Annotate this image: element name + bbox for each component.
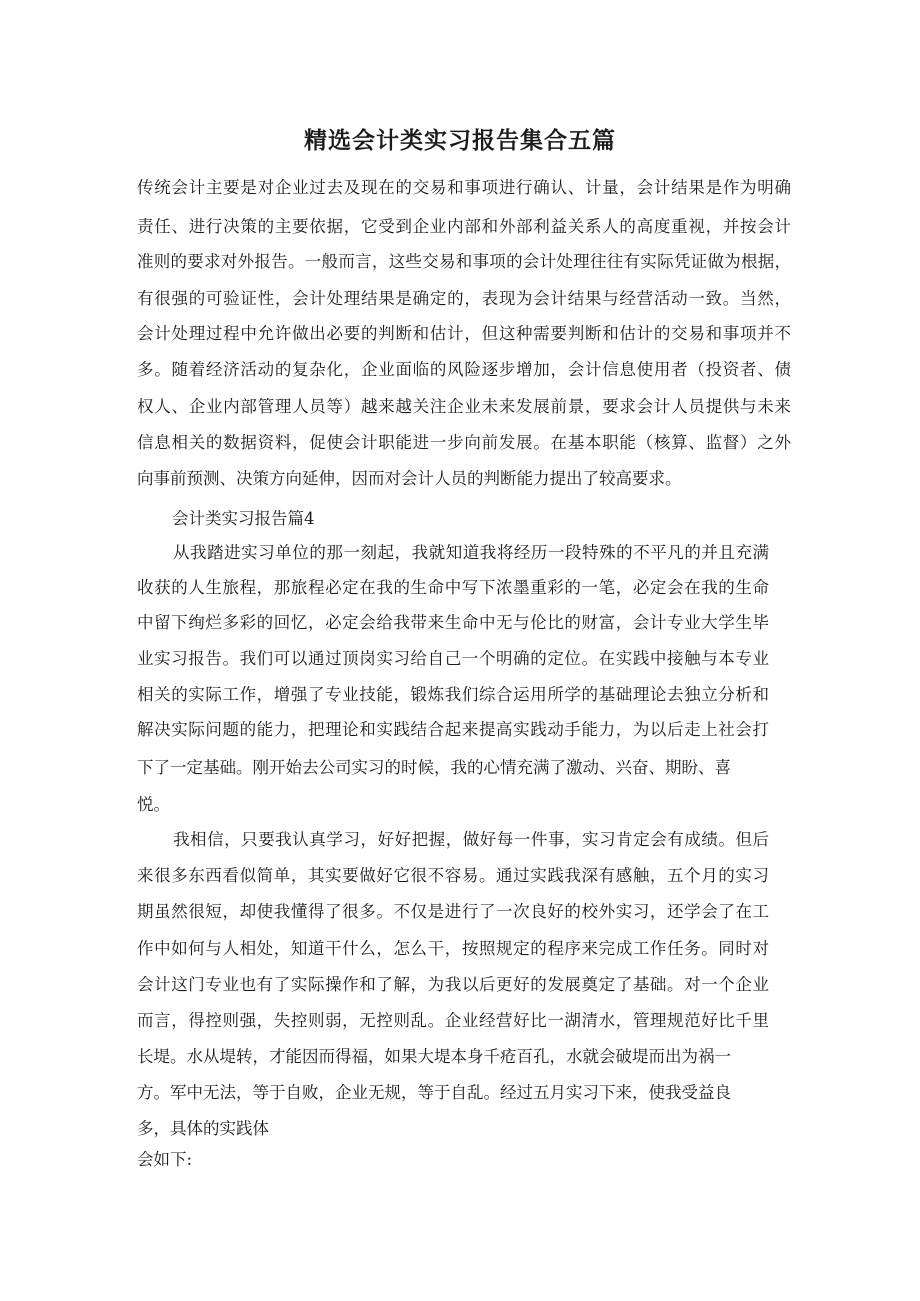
text-line: 向事前预测、决策方向延伸，因而对会计人员的判断能力提出了较高要求。 [137, 469, 682, 488]
text-line: 收获的人生旅程，那旅程必定在我的生命中写下浓墨重彩的一笔，必定会在我的生命 [137, 578, 769, 597]
text-line: 期虽然很短，却使我懂得了很多。不仅是进行了一次良好的校外实习，还学会了在工 [137, 902, 769, 921]
text-line: 多。随着经济活动的复杂化，企业面临的风险逐步增加，会计信息使用者（投资者、债 [137, 360, 791, 379]
text-line: 会计处理过程中允许做出必要的判断和估计，但这种需要判断和估计的交易和事项并不 [137, 324, 791, 343]
text-line: 下了一定基础。刚开始去公司实习的时候，我的心情充满了激动、兴奋、期盼、喜 [137, 758, 731, 777]
page-title: 精选会计类实习报告集合五篇 [304, 128, 616, 154]
text-line: 作中如何与人相处，知道干什么，怎么干，按照规定的程序来完成工作任务。同时对 [137, 939, 769, 958]
text-line: 会如下: [137, 1150, 193, 1169]
text-line: 从我踏进实习单位的那一刻起，我就知道我将经历一段特殊的不平凡的并且充满 [173, 543, 769, 562]
text-line: 方。军中无法，等于自败，企业无规，等于自乱。经过五月实习下来，使我受益良 [137, 1083, 731, 1102]
text-line: 责任、进行决策的主要依据，它受到企业内部和外部利益关系人的高度重视，并按会计 [137, 217, 791, 236]
text-line: 信息相关的数据资料，促使会计职能进一步向前发展。在基本职能（核算、监督）之外 [137, 433, 791, 452]
text-line: 而言，得控则强，失控则弱，无控则乱。企业经营好比一湖清水，管理规范好比千里 [137, 1011, 769, 1030]
text-line: 长堤。水从堤转，才能因而得福，如果大堤本身千疮百孔，水就会破堤而出为祸一 [137, 1047, 731, 1066]
text-line: 准则的要求对外报告。一般而言，这些交易和事项的会计处理往往有实际凭证做为根据， [137, 252, 791, 271]
text-line: 业实习报告。我们可以通过顶岗实习给自己一个明确的定位。在实践中接触与本专业 [137, 649, 769, 668]
text-line: 相关的实际工作，增强了专业技能，锻炼我们综合运用所学的基础理论去独立分析和 [137, 685, 769, 704]
text-line: 有很强的可验证性，会计处理结果是确定的，表现为会计结果与经营活动一致。当然， [137, 289, 791, 308]
text-line: 传统会计主要是对企业过去及现在的交易和事项进行确认、计量，会计结果是作为明确 [137, 178, 791, 197]
text-line: 来很多东西看似简单，其实要做好它很不容易。通过实践我深有感触，五个月的实习 [137, 866, 769, 885]
text-line: 解决实际问题的能力，把理论和实践结合起来提高实践动手能力，为以后走上社会打 [137, 720, 769, 739]
text-line: 会计这门专业也有了实际操作和了解，为我以后更好的发展奠定了基础。对一个企业 [137, 975, 769, 994]
text-line: 权人、企业内部管理人员等）越来越关注企业未来发展前景，要求会计人员提供与未来 [137, 397, 791, 416]
text-line: 多，具体的实践体 [137, 1119, 269, 1138]
text-line: 悦。 [137, 795, 170, 814]
text-line: 我相信，只要我认真学习，好好把握，做好每一件事，实习肯定会有成绩。但后 [173, 830, 769, 849]
text-line: 中留下绚烂多彩的回忆，必定会给我带来生命中无与伦比的财富，会计专业大学生毕 [137, 613, 769, 632]
section-heading: 会计类实习报告篇4 [172, 509, 315, 528]
